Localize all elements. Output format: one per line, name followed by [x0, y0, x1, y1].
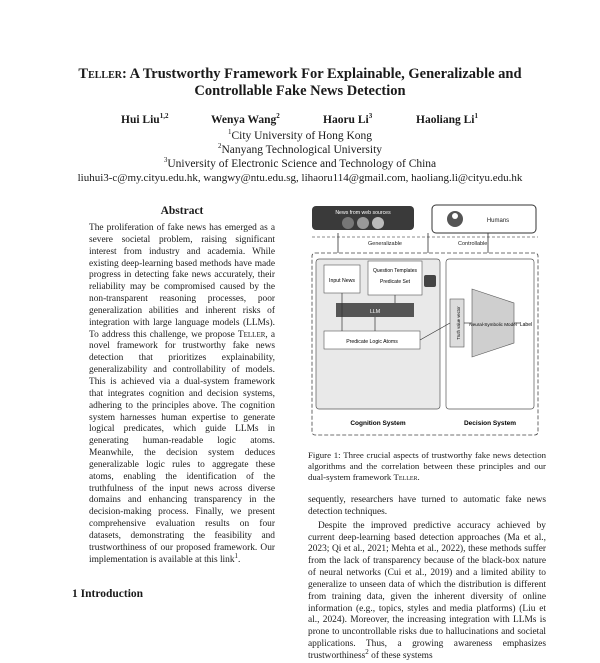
logic-atoms-box: Predicate Logic Atoms [346, 339, 398, 345]
title-system-name: Teller [78, 66, 122, 82]
affiliation: $^3$University of Electronic Science and Technology of China [163, 156, 437, 170]
author-emails: liuhui3-c@my.cityu.edu.hk, wangwy@ntu.edu.sg, lihaoru114@gmail.com, haoliang.li@cityu.edu.hk [77, 172, 523, 184]
abstract-body: The proliferation of fake news has emerged as a severe societal problem, raising significant interest from industry and academia. While existing deep-learning based methods have made progress in detecting fake news accurately, their reliability may be compromised caused by the non-transparent reasoning processes, poor generalization abilities and inherent risks of integration with large language models (LLMs). To address this challenge, we propose Teller, a novel framework for trustworthy fake news detection that prioritizes explainability, generalizability and controllability of models. This is achieved via a dual-system framework that integrates cognition and decision systems, adhering to the principles above. The cognition system harnesses human expertise to generate logical predicates, which guide LLMs in generating human-readable logic atoms. Meanwhile, the decision system deduces generalizable logic rules to aggregate these atoms, enabling the identification of the truthfulness of the input news across diverse domains and enhancing transparency in the decision-making process. Finally, we present comprehensive evaluation results on four datasets, demonstrating the feasibility and trustworthiness of our proposed framework. Our implementation is available at this link$^1$. [89, 223, 276, 565]
abstract-heading: Abstract [160, 205, 204, 217]
paragraph: Despite the improved predictive accuracy achieved by current deep-learning based detection approaches (Ma et al., 2023; Qi et al., 2021; Mehta et al., 2022), these methods suffer from the lack of transparency because of the black-box nature of neural networks (Cui et al., 2019) and a limited ability to generalize to unseen data of which the distribution is different from training data, given the inherent diversity of online information (e.g., topics, styles and media platforms) (Liu et al., 2024). Moreover, the increasing integration with LLMs is prone to uncontrollable risks due to hallucinations and societal applications. Thus, a growing awareness emphasizes trustworthiness$^2$ of these systems [308, 520, 546, 661]
title-line-1: : A Trustworthy Framework For Explainable, Generalizable and [122, 66, 522, 82]
author: Wenya Wang$^2$ [211, 112, 280, 126]
figure-1-diagram [308, 203, 546, 439]
news-source-label: News from web sources [335, 210, 391, 216]
human-label: Humans [486, 218, 510, 224]
decision-system-label: Decision System [463, 420, 517, 427]
introduction-heading: 1 Introduction [72, 588, 144, 600]
robot-icon [424, 275, 436, 287]
author: Haoliang Li$^1$ [416, 112, 478, 126]
body-right-column [308, 495, 546, 663]
input-news-box: Input News [329, 278, 355, 284]
figure-1-caption: Figure 1: Three crucial aspects of trustworthy fake news detection algorithms and the correlation between these principles and our dual-system framework Teller. [308, 450, 546, 482]
predicate-set-box: Predicate Set [379, 279, 411, 285]
paper-title [40, 66, 560, 100]
llm-box: LLM [369, 309, 381, 315]
affiliation: $^2$Nanyang Technological University [217, 142, 383, 156]
cognition-system-label: Cognition System [350, 420, 406, 427]
question-templates-box: Question Templates [372, 268, 418, 274]
truth-vector-box: Truth value vector [456, 306, 461, 340]
label-output: Label [519, 322, 533, 328]
paragraph: sequently, researchers have turned to automatic fake news detection techniques. [308, 495, 546, 517]
author: Hui Liu$^{1,2}$ [121, 112, 169, 126]
neural-symbolic-model: Neural-Symbolic Model [469, 322, 517, 327]
controllable-label: Controllable [458, 241, 488, 247]
author-list [40, 114, 560, 130]
generalizable-label: Generalizable [368, 241, 402, 247]
author: Haoru Li$^3$ [323, 112, 373, 126]
title-line-2: Controllable Fake News Detection [194, 83, 406, 99]
affiliation: $^1$City University of Hong Kong [227, 128, 373, 142]
